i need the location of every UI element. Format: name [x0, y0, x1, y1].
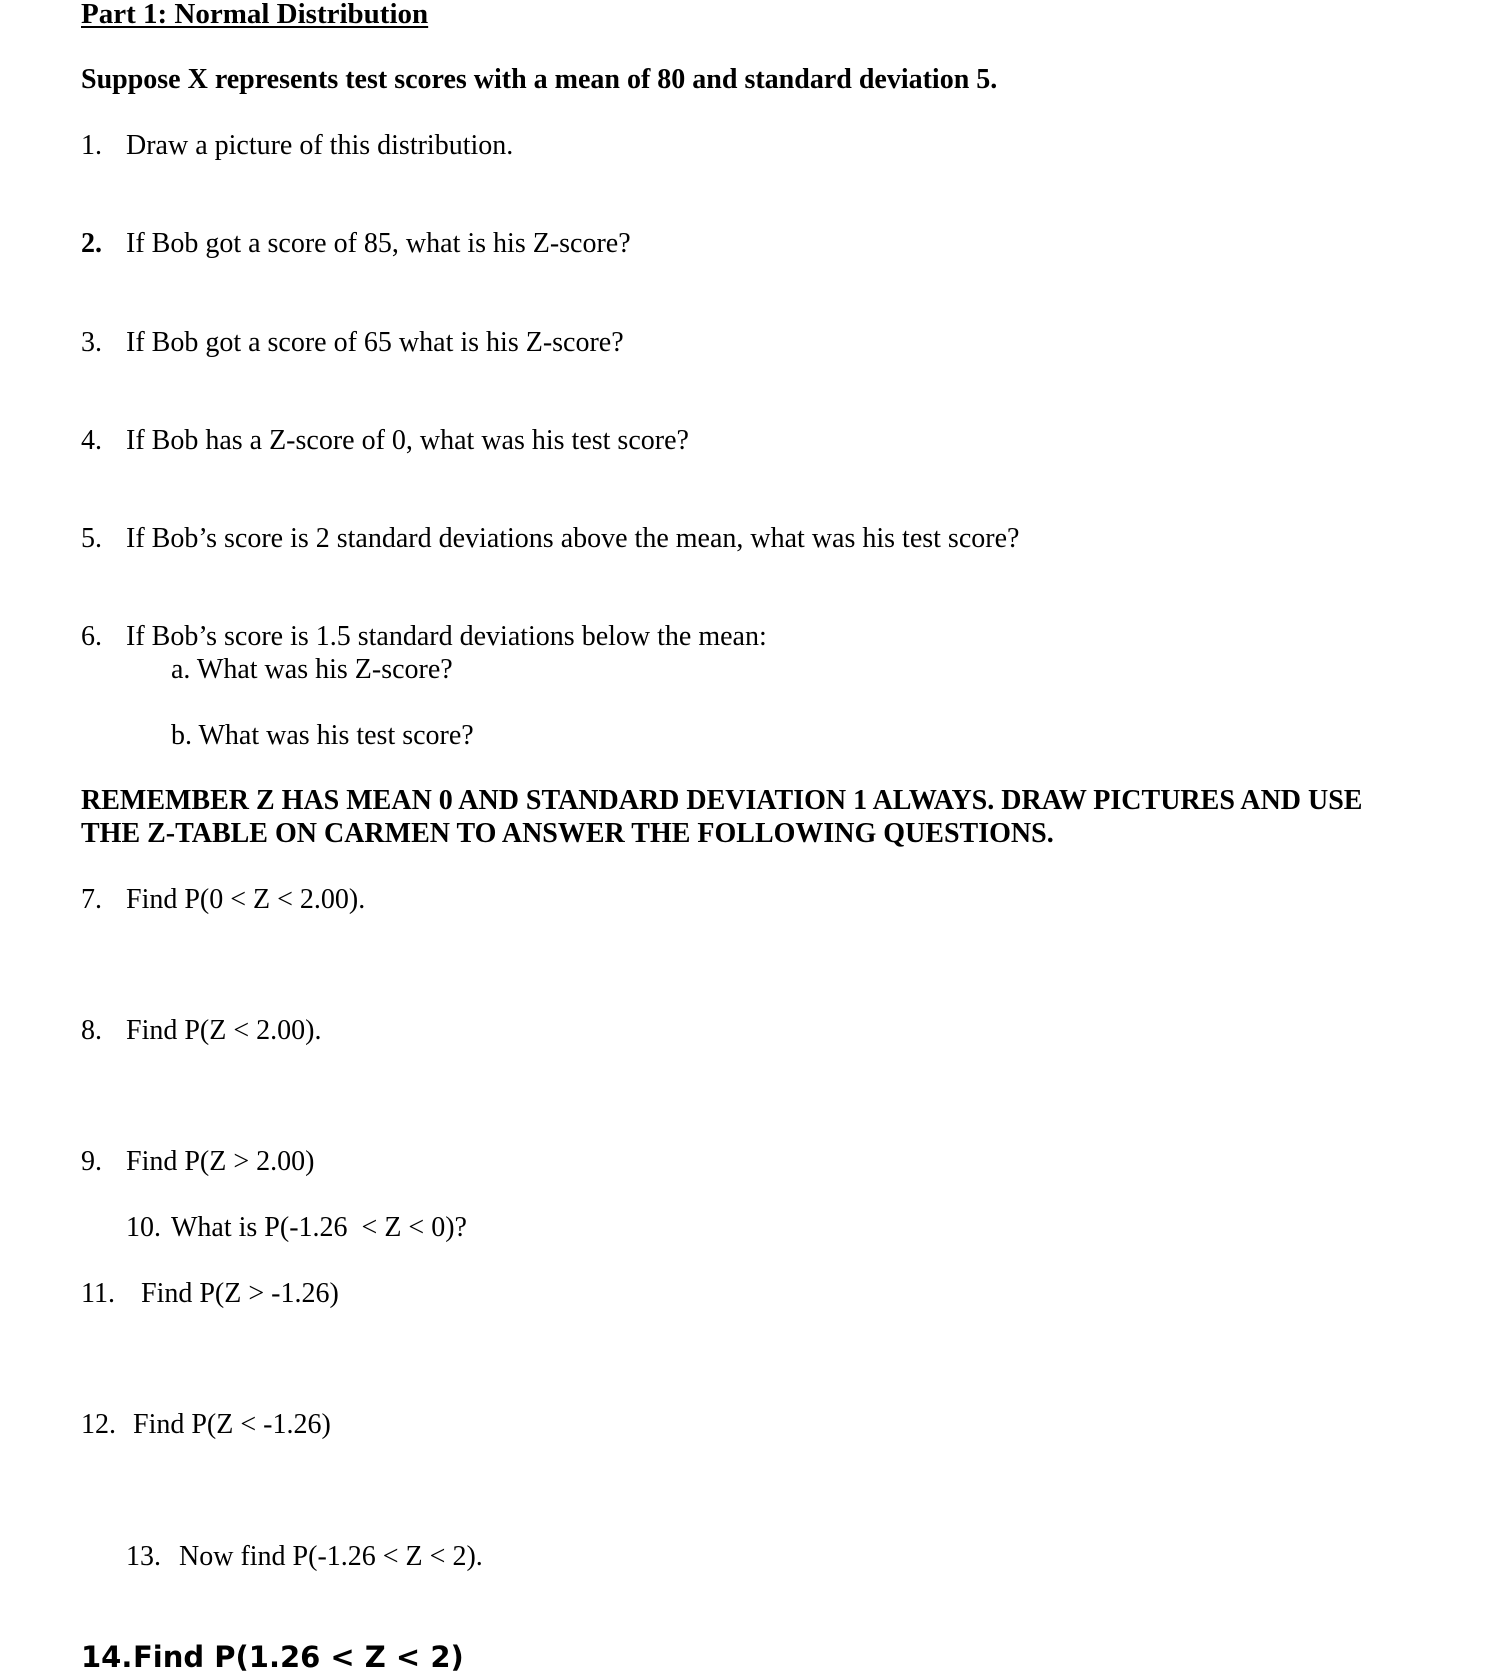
intro-statement: Suppose X represents test scores with a mean of 80 and standard deviation 5.: [81, 64, 998, 95]
question-13: [126, 1541, 483, 1572]
question-6a: a. What was his Z-score?: [171, 654, 453, 685]
question-14: [81, 1640, 464, 1674]
question-number: 7.: [81, 884, 102, 915]
question-5: [81, 523, 1020, 554]
question-number: 14.: [81, 1640, 133, 1674]
question-6b: b. What was his test score?: [171, 720, 474, 751]
question-number: 12.: [81, 1409, 116, 1440]
question-number: 3.: [81, 327, 102, 358]
question-number: 13.: [126, 1541, 161, 1572]
question-2: [81, 228, 631, 259]
question-text: Find P(Z < 2.00).: [126, 1015, 322, 1046]
question-11: [81, 1278, 339, 1309]
question-text: If Bob got a score of 85, what is his Z-score?: [126, 228, 631, 259]
page-title: Part 1: Normal Distribution: [81, 0, 429, 30]
question-6: [81, 621, 767, 652]
question-number: 1.: [81, 130, 102, 161]
question-number: 8.: [81, 1015, 102, 1046]
question-8: [81, 1015, 322, 1046]
question-7: [81, 884, 366, 915]
question-text: If Bob’s score is 2 standard deviations above the mean, what was his test score?: [126, 523, 1020, 554]
question-text: What is P(-1.26 < Z < 0)?: [171, 1212, 467, 1243]
question-text: Find P(Z < -1.26): [133, 1409, 331, 1440]
question-text: If Bob has a Z-score of 0, what was his test score?: [126, 425, 689, 456]
question-number: 9.: [81, 1146, 102, 1177]
question-number: 6.: [81, 621, 102, 652]
question-number: 11.: [81, 1278, 115, 1309]
question-10: [126, 1212, 467, 1243]
question-number: 4.: [81, 425, 102, 456]
question-text: Find P(Z > 2.00): [126, 1146, 315, 1177]
question-3: [81, 327, 624, 358]
question-9: [81, 1146, 315, 1177]
instructions-banner: REMEMBER Z HAS MEAN 0 AND STANDARD DEVIATION 1 ALWAYS. DRAW PICTURES AND USE THE Z-TABLE ON CARMEN TO ANSWER THE FOLLOWING QUESTIONS.: [81, 785, 1363, 849]
question-text: Now find P(-1.26 < Z < 2).: [179, 1541, 483, 1572]
question-4: [81, 425, 689, 456]
question-text: Find P(0 < Z < 2.00).: [126, 884, 366, 915]
question-text: If Bob got a score of 65 what is his Z-score?: [126, 327, 624, 358]
question-number: 5.: [81, 523, 102, 554]
question-1: [81, 130, 514, 161]
question-text: Find P(1.26 < Z < 2): [133, 1640, 464, 1674]
question-text: If Bob’s score is 1.5 standard deviations below the mean:: [126, 621, 767, 652]
question-text: Find P(Z > -1.26): [141, 1278, 339, 1309]
question-number: 10.: [126, 1212, 161, 1243]
question-number: 2.: [81, 228, 102, 259]
question-text: Draw a picture of this distribution.: [126, 130, 514, 161]
question-12: [81, 1409, 331, 1440]
